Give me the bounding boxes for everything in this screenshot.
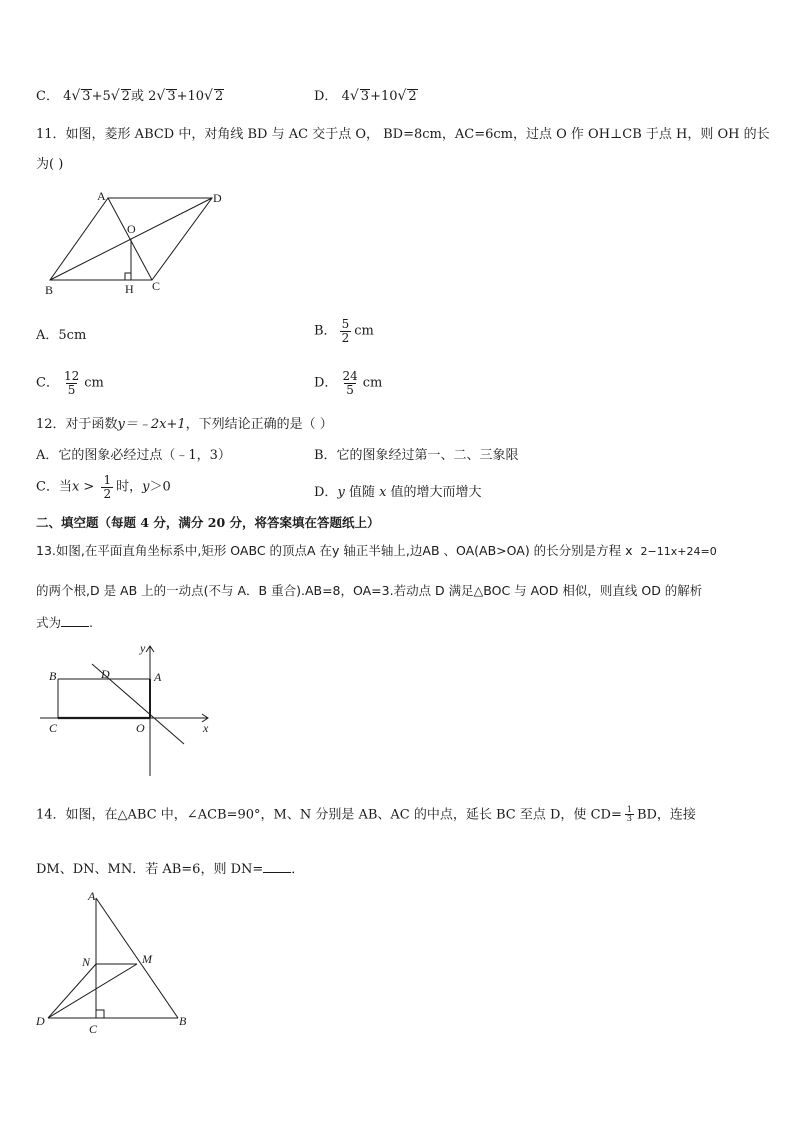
radical-sign: √ (397, 88, 407, 104)
option-label: C．当 (36, 479, 72, 495)
radical-sign: √ (156, 88, 166, 104)
label-m: M (142, 952, 152, 966)
label-h: H (125, 282, 134, 296)
q12-stem (36, 417, 333, 433)
numerator: 5 (341, 317, 350, 331)
var-x: x (71, 479, 80, 495)
radicand: 3 (82, 89, 91, 104)
label-y: y (140, 641, 146, 655)
right-angle-mark (125, 273, 131, 280)
option-text: 值随 (344, 485, 380, 500)
label-a: A (88, 889, 96, 903)
denominator: 3 (626, 814, 632, 824)
q11-option-a: A．5cm (36, 328, 87, 343)
q12-option-a: A．它的图象必经过点（﹣1，3） (36, 448, 231, 463)
stem-text: ，下列结论正确的是（ ） (185, 417, 333, 432)
numerator: 1 (103, 473, 112, 487)
q14-text: DM、DN、MN．若 AB=6，则 DN= (36, 862, 264, 877)
q14-line1 (36, 806, 696, 824)
option-label: B． (314, 323, 337, 339)
label-x: x (203, 721, 209, 735)
q11-option-b (314, 318, 374, 344)
label-d: D (101, 667, 110, 681)
var-y: y (142, 479, 150, 495)
denominator: 2 (341, 330, 350, 345)
q14-text: 14．如图，在△ABC 中，∠ACB=90°，M、N 分别是 AB、AC 的中点，延长 BC 至点 D，使 CD= (36, 807, 622, 823)
label-d: D (36, 1014, 45, 1028)
label-c: C (89, 1022, 98, 1036)
function-expr: y＝﹣2x+1 (117, 417, 186, 432)
label-c: C (49, 721, 58, 735)
label-b: B (179, 1014, 187, 1028)
q11-stem-line1: 11．如图，菱形 ABCD 中，对角线 BD 与 AC 交于点 O， BD=8cm，AC=6cm，过点 O 作 OH⊥CB 于点 H，则 OH 的长 (36, 127, 770, 142)
or-text: 或 (130, 89, 144, 104)
radicand: 3 (167, 89, 176, 104)
q11-rhombus-figure (40, 186, 240, 296)
option-text: ＞0 (149, 479, 171, 495)
label-c: C (152, 279, 161, 293)
right-angle-mark (96, 1010, 104, 1018)
term: +10 (176, 89, 205, 104)
label-a: A (154, 670, 162, 684)
option-label: C． (36, 89, 59, 104)
label-o: O (136, 721, 145, 735)
denominator: 5 (67, 382, 76, 397)
numerator: 1 (626, 805, 632, 814)
radical-sign: √ (349, 88, 359, 104)
option-label: C． (36, 375, 59, 391)
segment-dm (48, 964, 137, 1018)
q13-equation-tail: 2−11x+24=0 (640, 545, 717, 558)
q13-line1 (36, 543, 717, 558)
label-a: A (97, 189, 106, 203)
unit: cm (362, 375, 383, 391)
radicand: 3 (360, 89, 370, 104)
label-b: B (45, 283, 54, 296)
option-label: D． (314, 375, 338, 391)
radicand: 2 (121, 89, 130, 104)
radical-sign: √ (204, 88, 213, 104)
q12-option-d (314, 485, 482, 501)
radical-sign: √ (71, 88, 81, 104)
q13-line3: 式为 . (36, 615, 93, 630)
q13-text: 13.如图,在平面直角坐标系中,矩形 OABC 的顶点A 在y 轴正半轴上,边AB 、OA(AB>OA) 的长分别是方程 x (36, 543, 633, 558)
radical-sign: √ (110, 88, 120, 104)
q13-text: 式为 (36, 615, 62, 630)
numerator: 12 (63, 369, 80, 383)
option-text: 值的增大而增大 (386, 485, 482, 500)
unit: cm (84, 375, 104, 391)
coef: 4 (341, 89, 350, 104)
segment-dn (48, 964, 96, 1018)
denominator: 2 (103, 486, 112, 501)
term: +10 (370, 89, 398, 104)
term: +5 (91, 89, 111, 104)
unit: cm (354, 323, 374, 339)
coef: 2 (148, 89, 157, 104)
q12-option-b: B．它的图象经过第一、二、三象限 (314, 448, 519, 463)
side-ab (96, 898, 178, 1018)
q11-option-c (36, 370, 104, 396)
diagonal-ac (108, 198, 152, 280)
q14-line2 (36, 860, 304, 878)
label-b: B (49, 669, 57, 683)
q11-stem-line2: 为( ) (36, 157, 64, 172)
var-x: x (379, 485, 387, 500)
option-label: D． (314, 89, 338, 104)
q13-line2: 的两个根,D 是 AB 上的一动点(不与 A．B 重合).AB=8，OA=3.若动点 D 满足△BOC 与 AOD 相似，则直线 OD 的解析 (36, 583, 703, 598)
radicand: 2 (408, 89, 417, 104)
label-o: O (127, 222, 136, 236)
option-text: 时， (116, 479, 143, 495)
fraction (625, 806, 634, 824)
section-heading: 二、填空题（每题 4 分，满分 20 分，将答案填在答题纸上） (36, 515, 380, 530)
q14-triangle-figure (34, 886, 204, 1036)
gt-sign: > (79, 479, 99, 495)
q11-option-d (314, 370, 382, 396)
fraction (62, 370, 81, 396)
q12-option-c (36, 474, 171, 500)
fraction (101, 474, 113, 500)
option-label: D． (314, 485, 338, 500)
radicand: 2 (214, 89, 224, 104)
q10-option-d (314, 88, 418, 105)
label-n: N (82, 955, 91, 969)
answer-blank (61, 614, 89, 627)
coef: 4 (63, 89, 72, 104)
q10-option-c (36, 88, 224, 105)
fraction (340, 318, 352, 344)
q14-text: ． (291, 862, 305, 877)
stem-text: 12．对于函数 (36, 417, 118, 432)
numerator: 24 (342, 369, 358, 383)
q14-text: BD，连接 (636, 807, 696, 823)
answer-blank (263, 860, 291, 873)
q13-coordinate-figure (36, 640, 226, 780)
var-y: y (337, 485, 345, 500)
label-d: D (213, 191, 222, 205)
denominator: 5 (346, 382, 354, 397)
fraction (340, 370, 359, 396)
